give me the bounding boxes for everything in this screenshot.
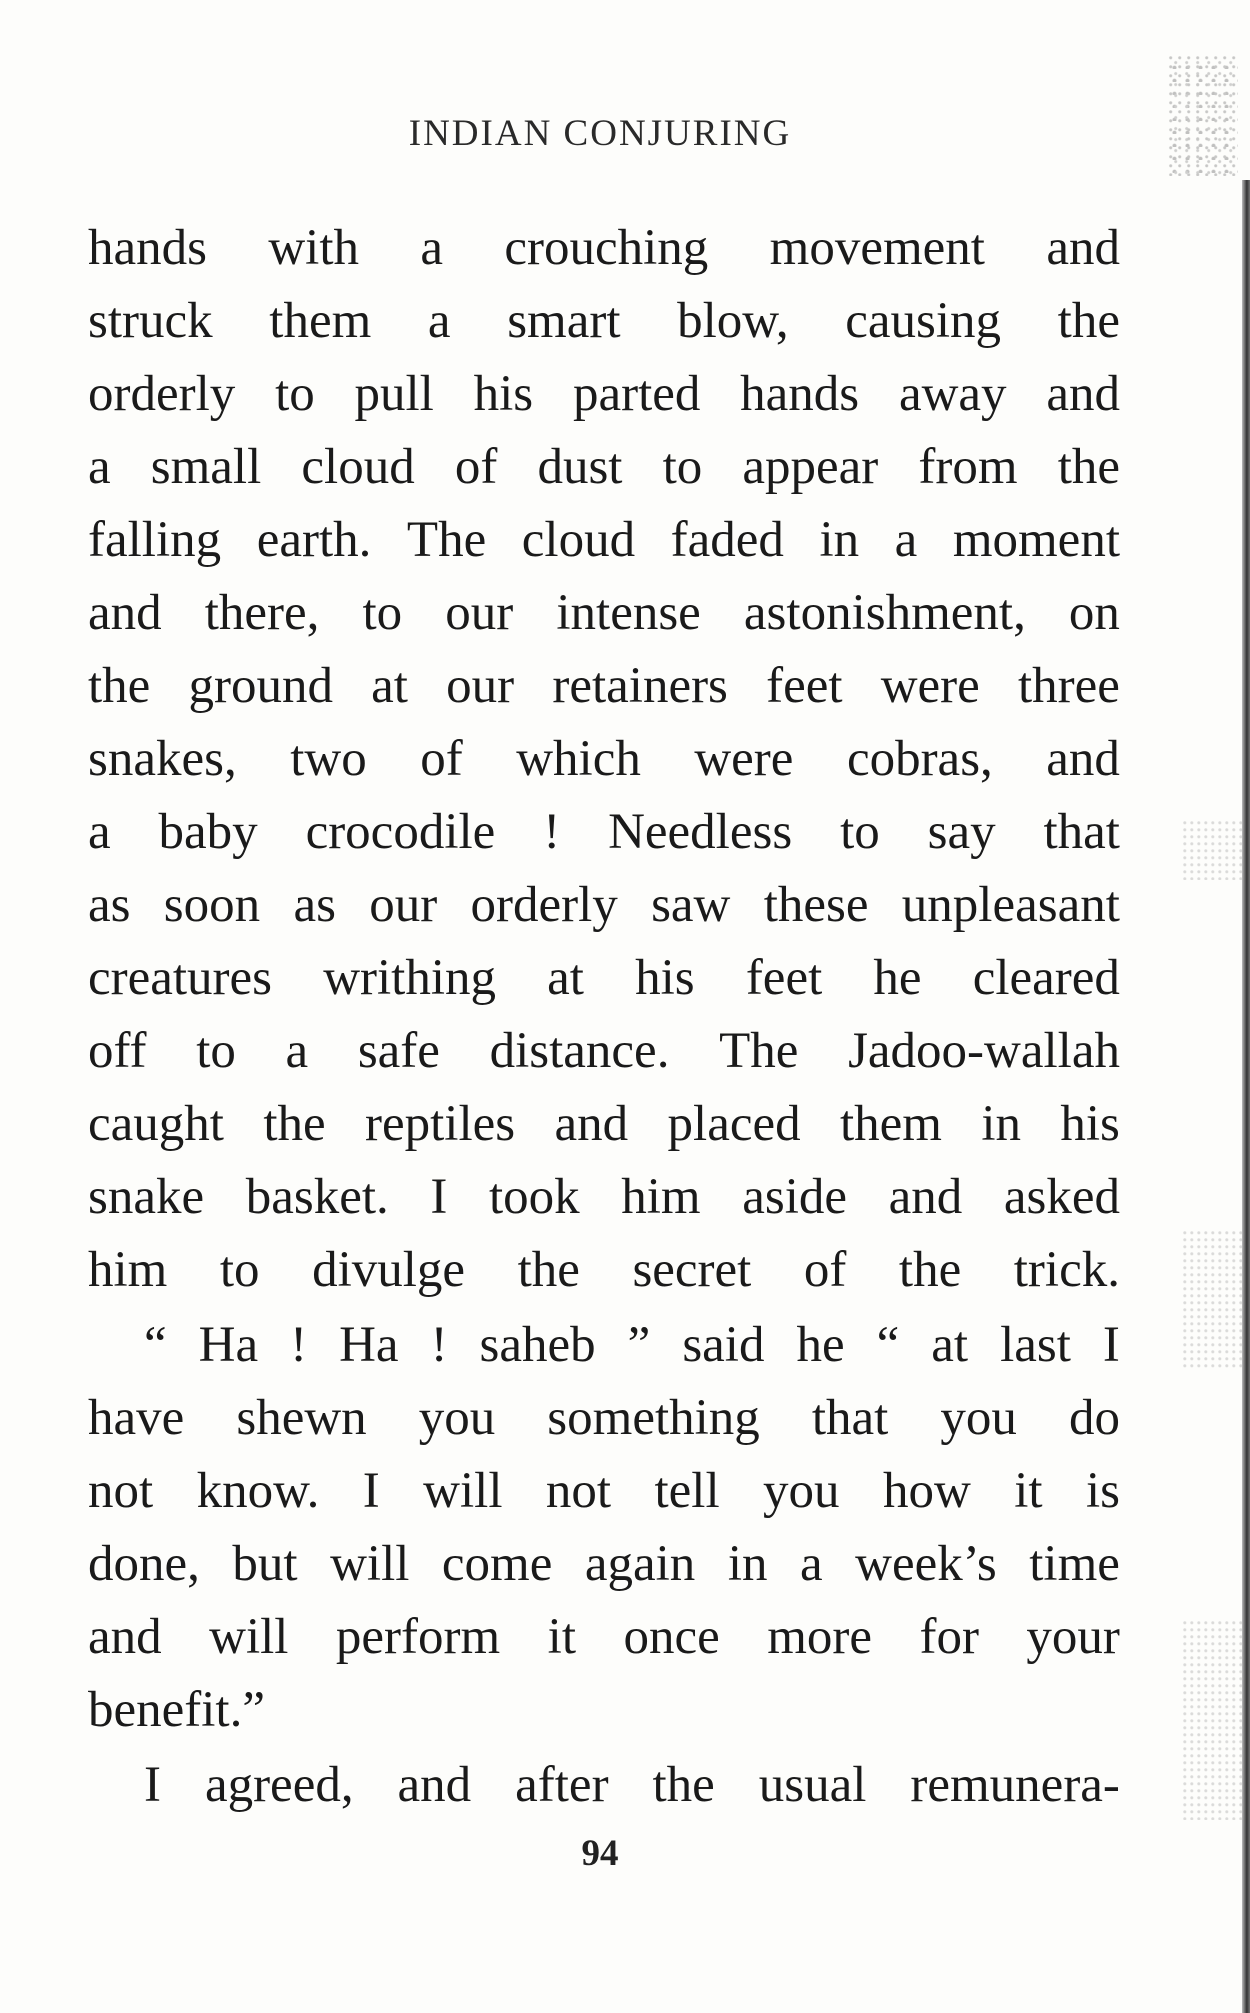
text-line: a baby crocodile ! Needless to say that	[88, 804, 1120, 860]
text-line: and there, to our intense astonishment, on	[88, 585, 1120, 641]
running-head: INDIAN CONJURING	[408, 113, 792, 154]
page-number: 94	[581, 1833, 619, 1874]
text-line: the ground at our retainers feet were three	[88, 658, 1120, 714]
text-line: orderly to pull his parted hands away and	[88, 366, 1120, 422]
text-line: done, but will come again in a week’s time	[88, 1536, 1120, 1592]
text-line: creatures writhing at his feet he cleared	[88, 950, 1120, 1006]
text-line: snake basket. I took him aside and asked	[88, 1169, 1120, 1225]
paragraph	[88, 212, 1120, 1307]
page-edge	[1242, 180, 1250, 2013]
page-speckle	[1182, 1620, 1242, 1820]
text-line: “ Ha ! Ha ! saheb ” said he “ at last I	[144, 1317, 1120, 1373]
text-line: him to divulge the secret of the trick.	[88, 1242, 1120, 1298]
text-line: and will perform it once more for your	[88, 1609, 1120, 1665]
text-line: falling earth. The cloud faded in a moment	[88, 512, 1120, 568]
body-text	[88, 212, 1120, 1822]
text-line: have shewn you something that you do	[88, 1390, 1120, 1446]
text-line: I agreed, and after the usual remunera-	[144, 1757, 1120, 1813]
paragraph	[88, 1309, 1120, 1747]
text-line: hands with a crouching movement and	[88, 220, 1120, 276]
page-speckle	[1182, 1230, 1242, 1370]
text-line: caught the reptiles and placed them in his	[88, 1096, 1120, 1152]
text-line: benefit.”	[88, 1682, 265, 1738]
text-line: not know. I will not tell you how it is	[88, 1463, 1120, 1519]
text-line: as soon as our orderly saw these unpleasant	[88, 877, 1120, 933]
text-line: snakes, two of which were cobras, and	[88, 731, 1120, 787]
text-line: off to a safe distance. The Jadoo-wallah	[88, 1023, 1120, 1079]
text-line: a small cloud of dust to appear from the	[88, 439, 1120, 495]
paragraph	[88, 1749, 1120, 1822]
text-line: struck them a smart blow, causing the	[88, 293, 1120, 349]
page-speckle	[1182, 820, 1242, 880]
